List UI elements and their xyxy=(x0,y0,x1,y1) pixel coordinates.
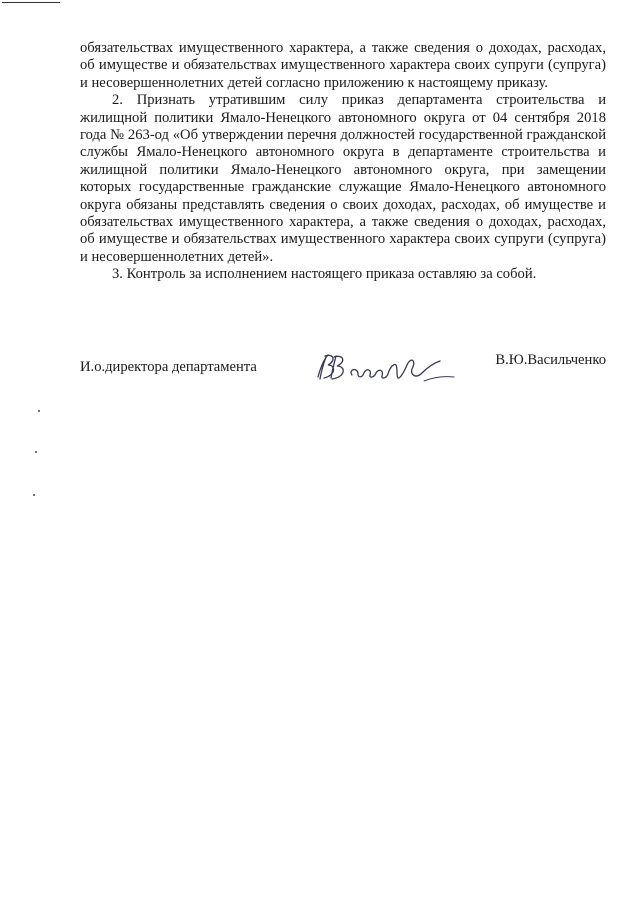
paragraph-continuation: обязательствах имущественного характера, а также сведения о доходах, расходах, об имуществе и обязательствах имущественного характера своих супруги (супруга) и несовершеннолетних детей согласно приложению к настоящему приказу. xyxy=(80,40,606,91)
scan-speck xyxy=(38,410,40,412)
scan-speck xyxy=(35,451,37,453)
signatory-role: И.о.директора департамента xyxy=(80,359,257,375)
paragraph-item-2: 2. Признать утратившим силу приказ департамента строительства и жилищной политики Ямало-Ненецкого автономного округа от 04 сентября 2018 года № 263-од «Об утверждении перечня должностей государственной гражданской службы Ямало-Ненецкого автономного округа в департаменте строительства и жилищной политики Ямало-Ненецкого автономного округа, при замещении которых государственные гражданские служащие Ямало-Ненецкого автономного округа обязаны представлять сведения о своих доходах, расходах, об имуществе и обязательствах имущественного характера, а также сведения о доходах, расходах, об имуществе и обязательствах имущественного характера своих супруги (супруга) и несовершеннолетних детей». xyxy=(80,92,606,265)
scan-speck xyxy=(33,494,35,496)
handwritten-signature xyxy=(312,347,462,387)
top-rule xyxy=(2,2,60,3)
signature-block xyxy=(80,347,606,387)
document-body xyxy=(80,40,606,284)
paragraph-item-3: 3. Контроль за исполнением настоящего приказа оставляю за собой. xyxy=(112,266,537,283)
signatory-name: В.Ю.Васильченко xyxy=(495,352,606,368)
